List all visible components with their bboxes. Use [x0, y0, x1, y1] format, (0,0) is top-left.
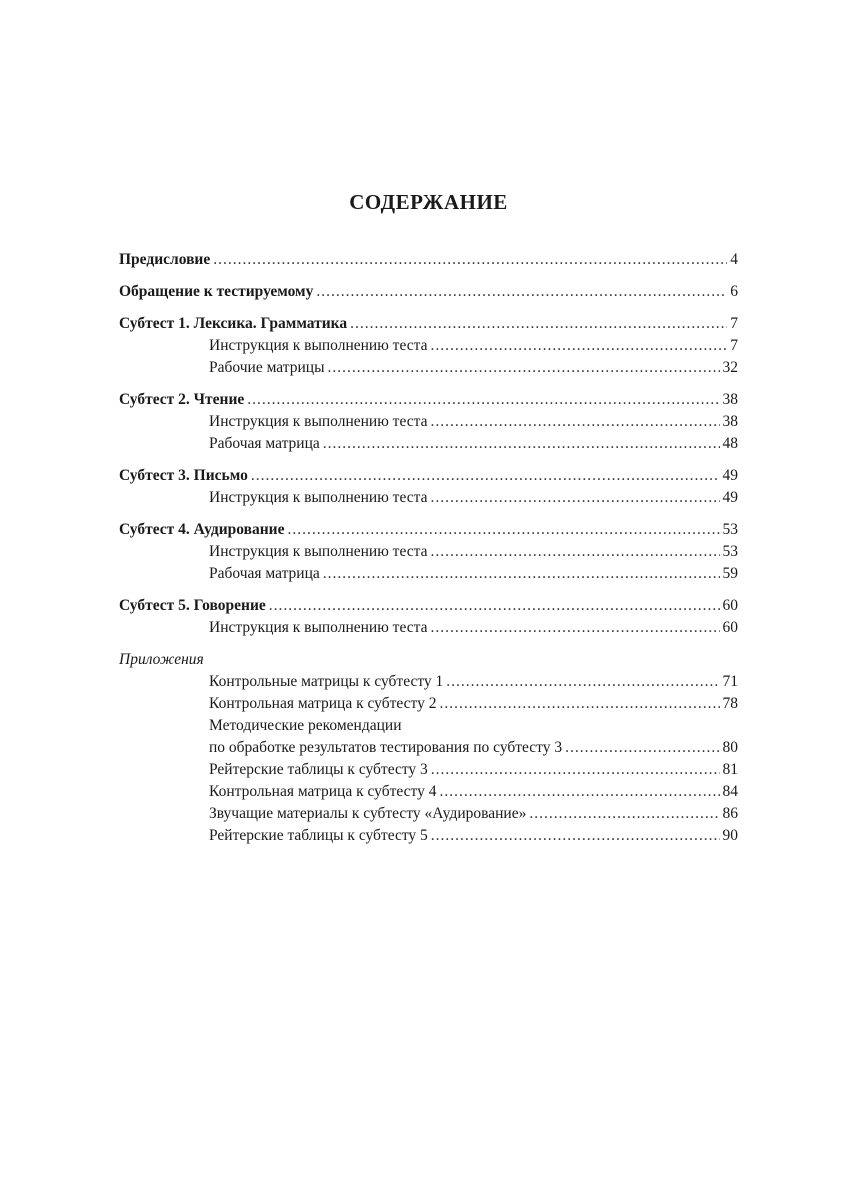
toc-appendix-entry[interactable]: [209, 693, 738, 715]
dot-leader: [327, 357, 719, 379]
dot-leader: [431, 759, 720, 781]
toc-page-number: 7: [730, 337, 738, 354]
toc-entry-subtest-1[interactable]: [119, 313, 738, 335]
toc-entry-label: Контрольные матрицы к субтесту 1: [209, 673, 444, 690]
toc-entry-subtest-4[interactable]: [119, 519, 738, 541]
toc-page-number: 6: [730, 283, 738, 300]
toc-subentry[interactable]: [209, 541, 738, 563]
dot-leader: [287, 519, 719, 541]
toc-appendix-entry[interactable]: [209, 671, 738, 693]
toc-subentry[interactable]: [209, 563, 738, 585]
toc-page-number: 60: [722, 619, 738, 636]
dot-leader: [269, 595, 720, 617]
toc-subentry[interactable]: [209, 335, 738, 357]
dot-leader: [213, 249, 727, 271]
toc-page-number: 49: [722, 467, 738, 484]
table-of-contents: [119, 249, 738, 847]
toc-entry-subtest-3[interactable]: [119, 465, 738, 487]
dot-leader: [316, 281, 727, 303]
toc-entry-label: Инструкция к выполнению теста: [209, 489, 428, 506]
toc-page-number: 7: [730, 315, 738, 332]
toc-entry-label: Инструкция к выполнению теста: [209, 337, 428, 354]
toc-entry-subtest-2[interactable]: [119, 389, 738, 411]
toc-page-number: 53: [722, 521, 738, 538]
dot-leader: [323, 563, 720, 585]
toc-entry-label: Обращение к тестируемому: [119, 283, 314, 300]
toc-entry-label: Звучащие материалы к субтесту «Аудирование»: [209, 805, 527, 822]
dot-leader: [323, 433, 720, 455]
toc-entry-address[interactable]: [119, 281, 738, 303]
dot-leader: [565, 737, 719, 759]
toc-page-number: 38: [722, 391, 738, 408]
toc-subentry[interactable]: [209, 357, 738, 379]
dot-leader: [529, 803, 719, 825]
toc-page-number: 90: [722, 827, 738, 844]
toc-subentry[interactable]: [209, 411, 738, 433]
toc-page-number: 49: [722, 489, 738, 506]
toc-entry-label: Рабочая матрица: [209, 565, 320, 582]
toc-entry-label: Методические рекомендации: [209, 717, 402, 734]
dot-leader: [431, 825, 720, 847]
toc-page-number: 86: [722, 805, 738, 822]
toc-entry-label: Субтест 1. Лексика. Грамматика: [119, 315, 348, 332]
toc-page-number: 59: [722, 565, 738, 582]
toc-entry-label: Субтест 5. Говорение: [119, 597, 266, 614]
appendix-heading: Приложения: [119, 651, 204, 668]
toc-entry-label: Контрольная матрица к субтесту 4: [209, 783, 437, 800]
toc-page-number: 80: [722, 739, 738, 756]
toc-entry-label: Субтест 3. Письмо: [119, 467, 248, 484]
toc-entry-label: по обработке результатов тестирования по субтесту 3: [209, 739, 563, 756]
toc-page-number: 48: [722, 435, 738, 452]
dot-leader: [247, 389, 719, 411]
dot-leader: [446, 671, 719, 693]
toc-entry-label: Рабочая матрица: [209, 435, 320, 452]
toc-entry-label: Рейтерские таблицы к субтесту 3: [209, 761, 428, 778]
toc-page-number: 38: [722, 413, 738, 430]
toc-entry-label: Инструкция к выполнению теста: [209, 619, 428, 636]
toc-entry-label: Субтест 4. Аудирование: [119, 521, 285, 538]
page-title: СОДЕРЖАНИЕ: [349, 190, 508, 214]
toc-entry-preface[interactable]: [119, 249, 738, 271]
toc-entry-subtest-5[interactable]: [119, 595, 738, 617]
toc-page-number: 78: [722, 695, 738, 712]
toc-appendix-entry[interactable]: [209, 737, 738, 759]
dot-leader: [430, 617, 719, 639]
toc-page-number: 32: [722, 359, 738, 376]
dot-leader: [350, 313, 727, 335]
toc-subentry[interactable]: [209, 487, 738, 509]
toc-subentry[interactable]: [209, 617, 738, 639]
toc-entry-label: Инструкция к выполнению теста: [209, 413, 428, 430]
toc-page-number: 71: [722, 673, 738, 690]
toc-page-number: 60: [722, 597, 738, 614]
toc-appendix-entry[interactable]: [209, 803, 738, 825]
toc-page-number: 4: [730, 251, 738, 268]
toc-appendix-entry[interactable]: [209, 759, 738, 781]
toc-entry-label: Контрольная матрица к субтесту 2: [209, 695, 437, 712]
dot-leader: [439, 693, 719, 715]
dot-leader: [430, 411, 719, 433]
dot-leader: [430, 487, 719, 509]
toc-appendix-entry[interactable]: [209, 781, 738, 803]
dot-leader: [251, 465, 720, 487]
toc-entry-label: Рабочие матрицы: [209, 359, 325, 376]
dot-leader: [439, 781, 719, 803]
toc-entry-label: Инструкция к выполнению теста: [209, 543, 428, 560]
toc-page-number: 53: [722, 543, 738, 560]
toc-appendix-entry[interactable]: [209, 825, 738, 847]
toc-entry-label: Рейтерские таблицы к субтесту 5: [209, 827, 428, 844]
toc-entry-label: Предисловие: [119, 251, 211, 268]
toc-subentry[interactable]: [209, 433, 738, 455]
toc-page-number: 84: [722, 783, 738, 800]
toc-appendix-entry-line[interactable]: [209, 715, 738, 737]
toc-entry-label: Субтест 2. Чтение: [119, 391, 245, 408]
dot-leader: [430, 541, 719, 563]
toc-page-number: 81: [722, 761, 738, 778]
dot-leader: [430, 335, 727, 357]
